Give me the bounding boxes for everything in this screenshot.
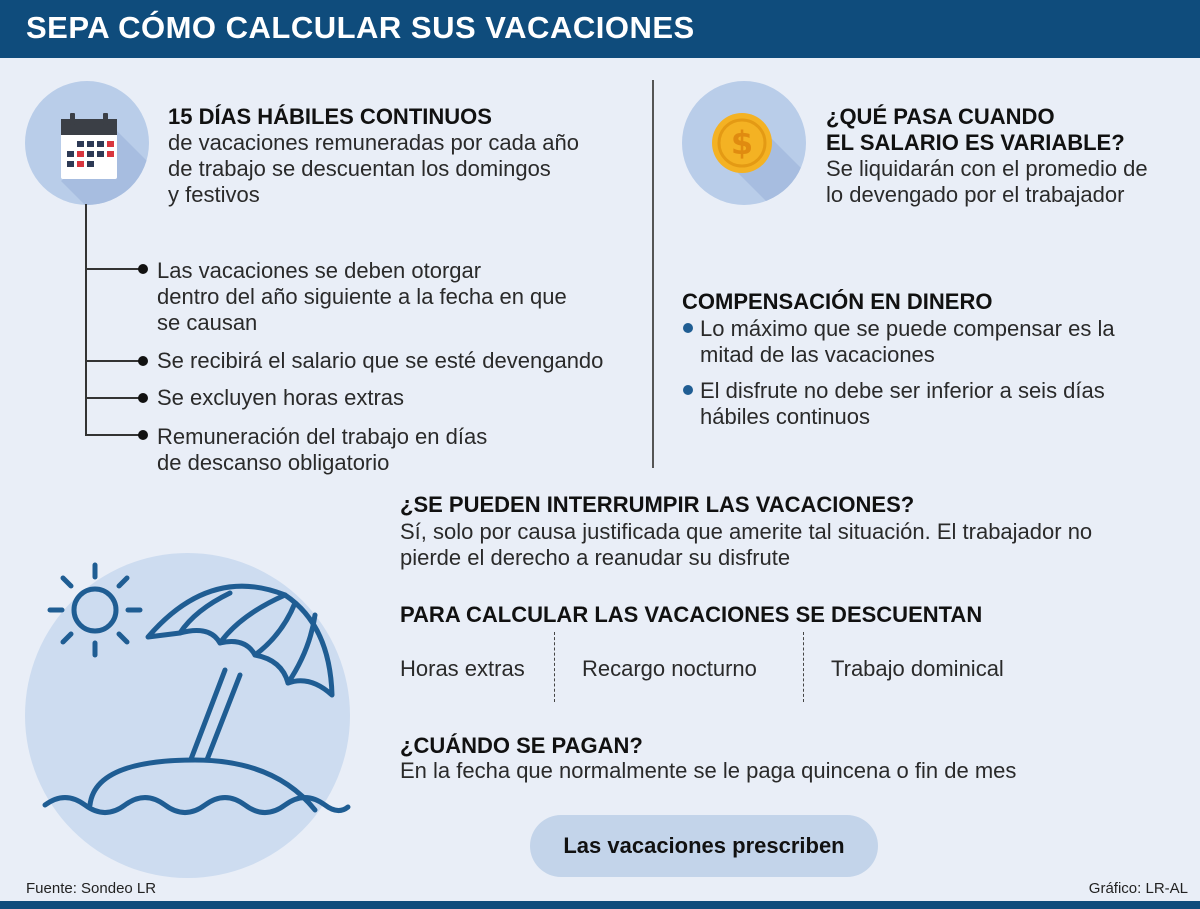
calendar-icon: [25, 81, 149, 205]
calcular-item: Trabajo dominical: [831, 656, 1004, 681]
cuando-text: En la fecha que normalmente se le paga quincena o fin de mes: [400, 758, 1017, 783]
text-line: de trabajo se descuentan los domingos: [168, 156, 551, 181]
dashed-divider: [554, 632, 555, 702]
text-line: Se liquidarán con el promedio de: [826, 156, 1148, 181]
tree-branch: [85, 434, 142, 436]
text-line: Se excluyen horas extras: [157, 385, 405, 410]
coin-circle: [682, 81, 806, 205]
salario-variable-text: [826, 156, 1186, 208]
text-line: se causan: [157, 310, 258, 335]
cuando-title: ¿CUÁNDO SE PAGAN?: [400, 733, 643, 758]
interrumpir-title: ¿SE PUEDEN INTERRUMPIR LAS VACACIONES?: [400, 492, 915, 517]
calendar-circle: [25, 81, 149, 205]
tree-vertical-line: [85, 204, 87, 435]
prescriben-pill: Las vacaciones prescriben: [530, 815, 878, 877]
text-line: Las vacaciones se deben otorgar: [157, 258, 482, 283]
text-line: El disfrute no debe ser inferior a seis días: [700, 378, 1105, 403]
calcular-title: PARA CALCULAR LAS VACACIONES SE DESCUENTAN: [400, 602, 983, 627]
bullet-dot: [138, 264, 148, 274]
title-line: EL SALARIO ES VARIABLE?: [826, 130, 1125, 155]
text-line: de vacaciones remuneradas por cada año: [168, 130, 579, 155]
bullet-dot: [683, 385, 693, 395]
tree-branch: [85, 268, 142, 270]
bullet-dot: [683, 323, 693, 333]
column-divider: [652, 80, 654, 468]
beach-umbrella-icon: [20, 555, 400, 895]
credit-label: Gráfico: LR-AL: [1088, 880, 1188, 897]
svg-text:$: $: [730, 124, 754, 162]
calcular-item: Horas extras: [400, 656, 525, 681]
text-line: de descanso obligatorio: [157, 450, 390, 475]
calcular-item: Recargo nocturno: [582, 656, 757, 681]
text-line: Sí, solo por causa justificada que amerite tal situación. El trabajador no: [400, 519, 1093, 544]
text-line: mitad de las vacaciones: [700, 342, 935, 367]
source-label: Fuente: Sondeo LR: [26, 880, 157, 897]
text-line: y festivos: [168, 182, 260, 207]
sun-icon: [50, 565, 140, 655]
compensacion-title: COMPENSACIÓN EN DINERO: [682, 289, 993, 314]
page-title: SEPA CÓMO CALCULAR SUS VACACIONES: [26, 10, 695, 45]
bullet-dot: [138, 356, 148, 366]
text-line: pierde el derecho a reanudar su disfrute: [400, 545, 791, 570]
tree-branch: [85, 360, 142, 362]
tree-item: [157, 348, 637, 374]
tree-item: [157, 258, 637, 336]
tree-branch: [85, 397, 142, 399]
tree-item: [157, 424, 637, 476]
text-line: hábiles continuos: [700, 404, 871, 429]
text-line: Remuneración del trabajo en días: [157, 424, 488, 449]
dias-habiles-title: 15 DÍAS HÁBILES CONTINUOS: [168, 104, 492, 129]
dollar-coin-icon: [682, 81, 806, 205]
text-line: Lo máximo que se puede compensar es la: [700, 316, 1115, 341]
title-line: ¿QUÉ PASA CUANDO: [826, 104, 1055, 129]
compensacion-item: [700, 316, 1180, 368]
bottom-bar: [0, 901, 1200, 909]
dias-habiles-text: [168, 130, 628, 208]
bullet-dot: [138, 393, 148, 403]
text-line: dentro del año siguiente a la fecha en que: [157, 284, 567, 309]
text-line: Se recibirá el salario que se esté devengando: [157, 348, 604, 373]
salario-variable-title: [826, 104, 1125, 156]
interrumpir-text: [400, 519, 1180, 571]
bullet-dot: [138, 430, 148, 440]
dashed-divider: [803, 632, 804, 702]
text-line: lo devengado por el trabajador: [826, 182, 1125, 207]
compensacion-item: [700, 378, 1180, 430]
tree-item: [157, 385, 637, 411]
